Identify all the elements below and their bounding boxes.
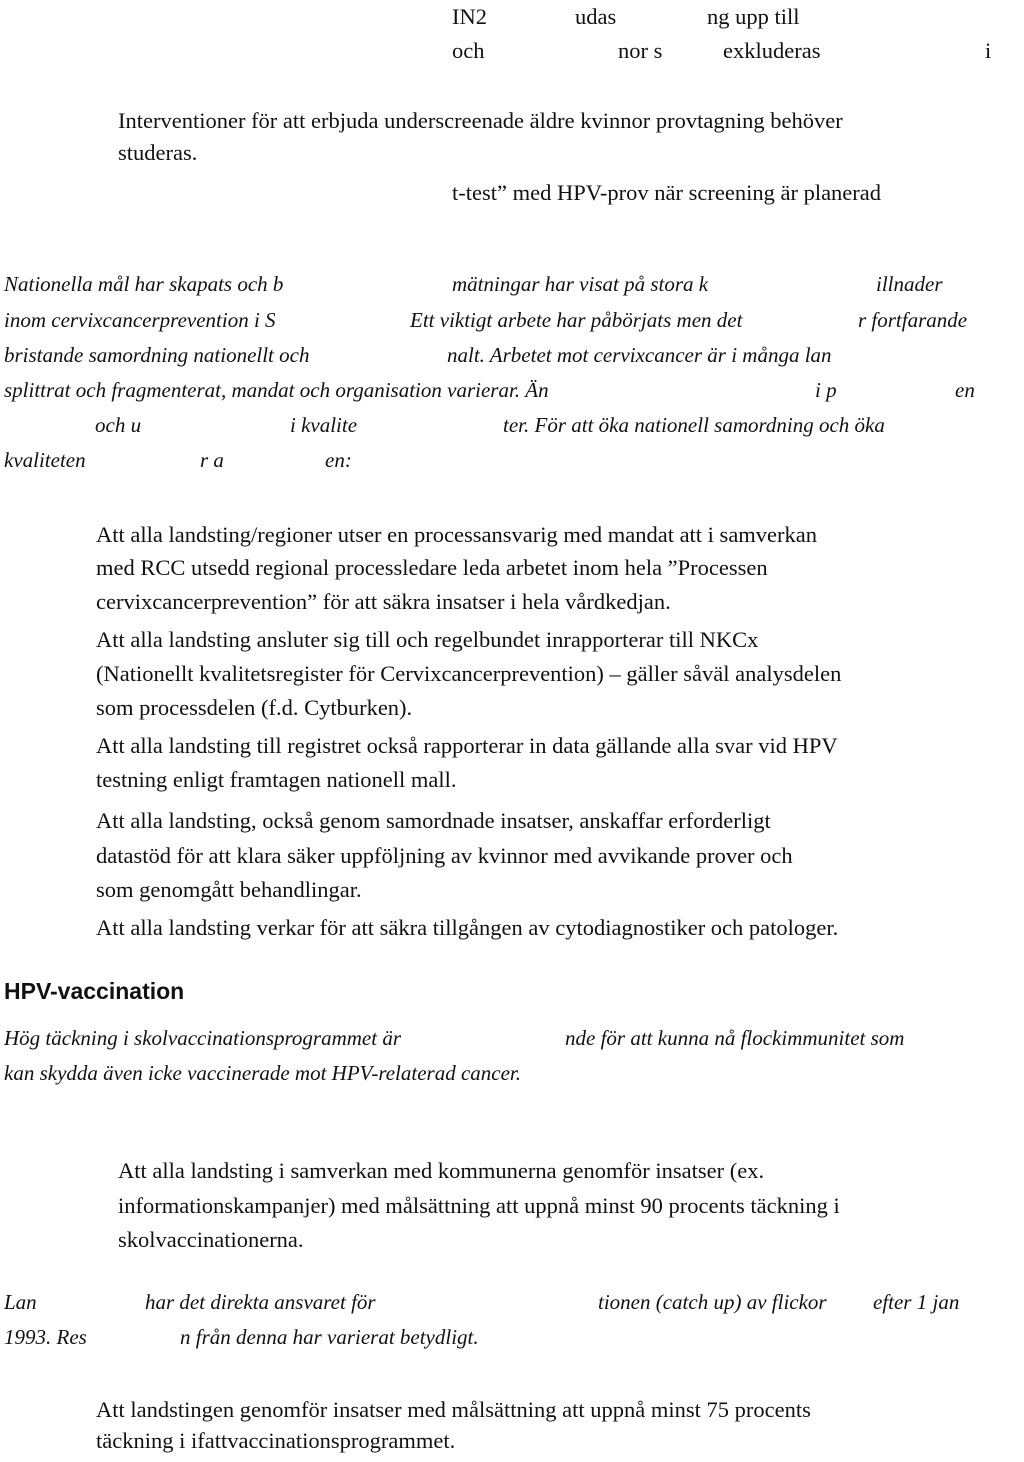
top-fragment-text-2: udas — [575, 4, 617, 29]
catchup-italic-fragment-6: n från denna har varierat betydligt. — [180, 1325, 479, 1349]
catchup-italic-fragment-3: tionen (catch up) av flickor — [598, 1290, 827, 1314]
top-fragment-text-1: IN2 — [452, 4, 487, 29]
recommendation-line-12: Att alla landsting verkar för att säkra tillgången av cytodiagnostiker och patologer. — [96, 915, 839, 940]
recommendation-line-6: som processdelen (f.d. Cytburken). — [96, 695, 413, 720]
top-fragment-text-5: nor s — [618, 38, 663, 63]
recommendation-line-2: med RCC utsedd regional processledare leda arbetet inom hela ”Processen — [96, 555, 768, 580]
top-fragment-text-3: ng upp till — [707, 4, 800, 29]
hpv-italic-fragment-1: Hög täckning i skolvaccinationsprogrammet är — [4, 1026, 402, 1050]
intro-line-2: studeras. — [118, 140, 198, 165]
summary-italic-fragment-5: Ett viktigt arbete har påbörjats men det — [410, 308, 743, 332]
summary-italic-fragment-2: mätningar har visat på stora k — [452, 272, 709, 296]
summary-italic-fragment-17: en: — [325, 448, 352, 472]
recommendation-line-9: Att alla landsting, också genom samordnade insatser, anskaffar erforderligt — [96, 808, 771, 833]
recommendation-line-4: Att alla landsting ansluter sig till och regelbundet inrapporterar till NKCx — [96, 627, 759, 652]
summary-italic-fragment-14: ter. För att öka nationell samordning och öka — [503, 413, 885, 437]
recommendation-line-1: Att alla landsting/regioner utser en processansvarig med mandat att i samverkan — [96, 522, 818, 547]
section-heading-hpv-vaccination: HPV-vaccination — [4, 978, 185, 1004]
summary-italic-fragment-13: i kvalite — [290, 413, 358, 437]
hpv-test-fragment: t-test” med HPV-prov när screening är planerad — [452, 180, 882, 205]
recommendation-line-10: datastöd för att klara säker uppföljning av kvinnor med avvikande prover och — [96, 843, 793, 868]
recommendation-line-3: cervixcancerprevention” för att säkra insatser i hela vårdkedjan. — [96, 589, 671, 614]
intro-line-1: Interventioner för att erbjuda underscreenade äldre kvinnor provtagning behöver — [118, 108, 843, 133]
hpv-italic-fragment-2: nde för att kunna nå flockimmunitet som — [565, 1026, 905, 1050]
summary-italic-fragment-16: r a — [200, 448, 224, 472]
catchup-italic-fragment-5: 1993. Res — [4, 1325, 87, 1349]
hpv-recommendation-line-2: informationskampanjer) med målsättning att uppnå minst 90 procents täckning i — [118, 1193, 840, 1218]
recommendation-line-5: (Nationellt kvalitetsregister för Cervixcancerprevention) – gäller såväl analysdelen — [96, 661, 842, 686]
summary-italic-fragment-1: Nationella mål har skapats och b — [4, 272, 284, 296]
top-fragment-text-4: och — [452, 38, 485, 63]
summary-italic-fragment-12: och u — [95, 413, 142, 437]
catchup-italic-fragment-4: efter 1 jan — [873, 1290, 960, 1314]
summary-italic-fragment-15: kvaliteten — [4, 448, 86, 472]
recommendation-line-7: Att alla landsting till registret också rapporterar in data gällande alla svar vid HPV — [96, 733, 838, 758]
recommendation-line-8: testning enligt framtagen nationell mall. — [96, 767, 457, 792]
summary-italic-fragment-8: nalt. Arbetet mot cervixcancer är i många lan — [447, 343, 832, 367]
catchup-recommendation-line-1: Att landstingen genomför insatser med målsättning att uppnå minst 75 procents — [96, 1397, 811, 1422]
catchup-recommendation-line-2: täckning i ifattvaccinationsprogrammet. — [96, 1428, 456, 1453]
summary-italic-fragment-6: r fortfarande — [858, 308, 968, 332]
catchup-italic-fragment-1: Lan — [4, 1290, 37, 1314]
catchup-italic-fragment-2: har det direkta ansvaret för — [145, 1290, 376, 1314]
hpv-recommendation-line-1: Att alla landsting i samverkan med kommunerna genomför insatser (ex. — [118, 1158, 765, 1183]
recommendation-line-11: som genomgått behandlingar. — [96, 877, 362, 902]
hpv-italic-fragment-3: kan skydda även icke vaccinerade mot HPV-relaterad cancer. — [4, 1061, 522, 1085]
top-fragment-text-6: exkluderas — [723, 38, 821, 63]
summary-italic-fragment-4: inom cervixcancerprevention i S — [4, 308, 276, 332]
summary-italic-fragment-10: i p — [815, 378, 837, 402]
summary-italic-fragment-7: bristande samordning nationellt och — [4, 343, 310, 367]
summary-italic-fragment-3: illnader — [876, 272, 943, 296]
summary-italic-fragment-9: splittrat och fragmenterat, mandat och organisation varierar. Än — [4, 378, 549, 402]
hpv-recommendation-line-3: skolvaccinationerna. — [118, 1227, 304, 1252]
top-fragment-text-7: i — [985, 38, 992, 63]
summary-italic-fragment-11: en — [955, 378, 975, 402]
